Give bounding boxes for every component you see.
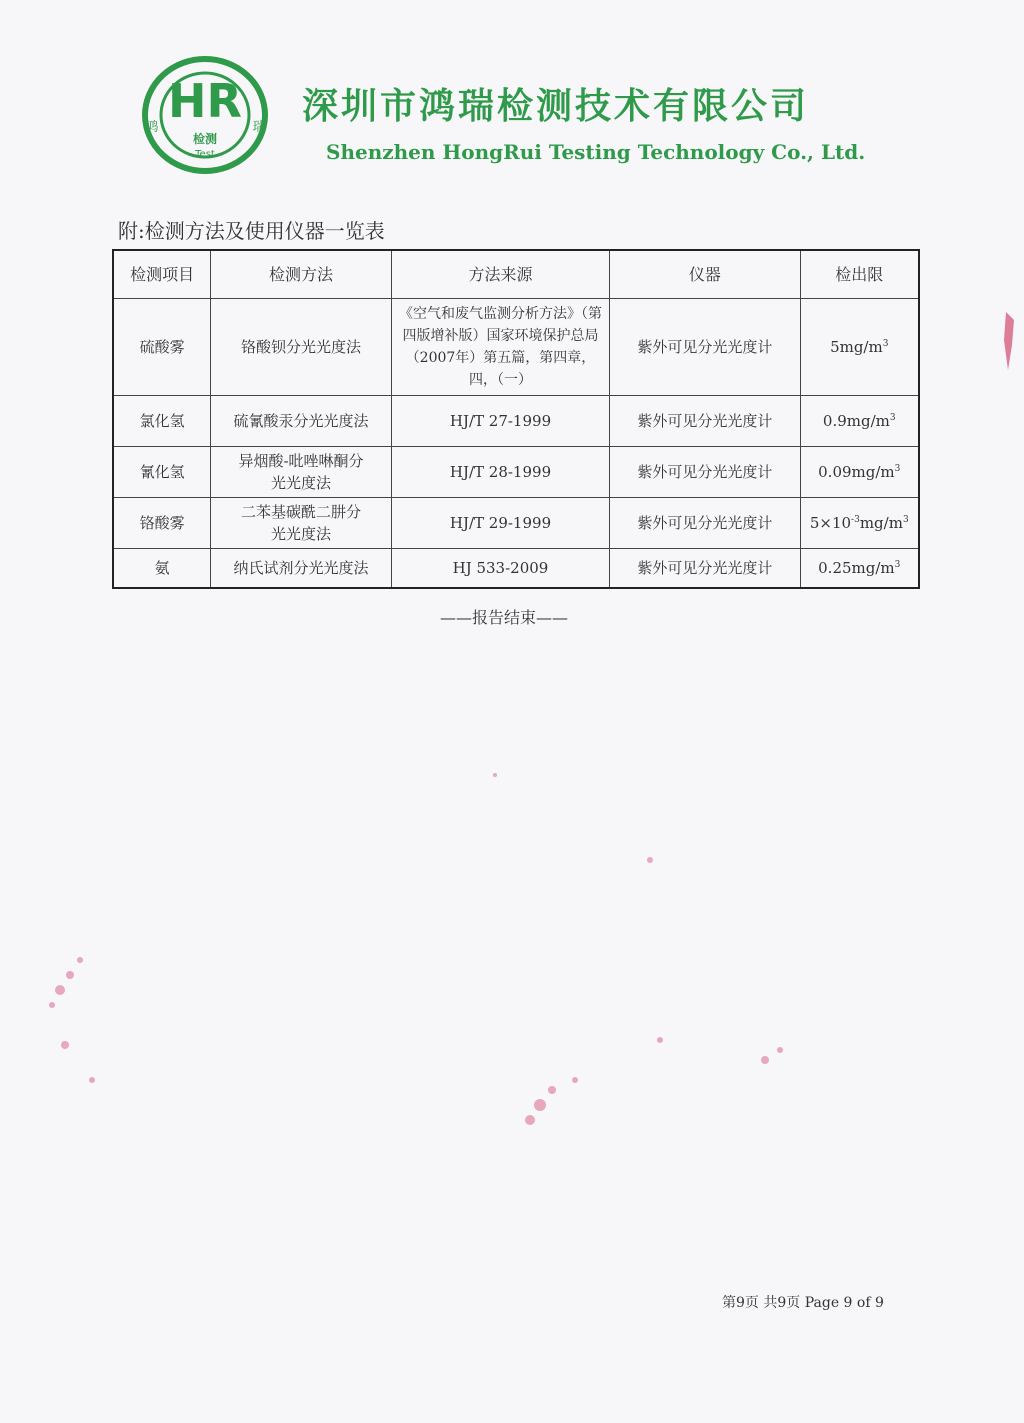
logo-letters: HR: [168, 74, 242, 128]
limit-value: 0.25mg/m: [818, 559, 895, 577]
limit-exponent: 3: [894, 464, 901, 474]
cell-instrument: 紫外可见分光光度计: [610, 396, 800, 447]
header-cell-instrument: 仪器: [610, 250, 800, 299]
header-cell-method: 检测方法: [211, 250, 392, 299]
company-name-cn: 深圳市鸿瑞检测技术有限公司: [302, 86, 810, 127]
logo-left-char: 鸿: [145, 120, 159, 135]
header-cell-limit: 检出限: [800, 250, 919, 299]
logo-sub-en: Test: [195, 149, 215, 160]
limit-exponent: 3: [894, 560, 901, 570]
section-title: 附:检测方法及使用仪器一览表: [118, 219, 385, 243]
limit-value: 0.09mg/m: [818, 463, 895, 481]
cell-instrument: 紫外可见分光光度计: [610, 447, 800, 498]
limit-value: 0.9mg/m: [822, 412, 890, 430]
cell-source: HJ/T 27-1999: [391, 396, 609, 447]
cell-method: 硫氰酸汞分光光度法: [211, 396, 392, 447]
cell-source: HJ 533-2009: [391, 549, 609, 589]
cell-item: 硫酸雾: [113, 299, 211, 396]
page-footer: 第9页 共9页 Page 9 of 9: [722, 1295, 884, 1311]
header-cell-item: 检测项目: [113, 250, 211, 299]
logo-sub-cn: 检测: [192, 132, 218, 146]
cell-source: HJ/T 28-1999: [391, 447, 609, 498]
cell-item: 氨: [113, 549, 211, 589]
header-cell-source: 方法来源: [391, 250, 609, 299]
cell-source: HJ/T 29-1999: [391, 498, 609, 549]
cell-instrument: 紫外可见分光光度计: [610, 549, 800, 589]
cell-source: 《空气和废气监测分析方法》（第四版增补版）国家环境保护总局（2007年）第五篇，第四章，四，（一）: [391, 299, 609, 396]
limit-exponent: 3: [889, 413, 896, 423]
cell-instrument: 紫外可见分光光度计: [610, 498, 800, 549]
report-end-mark: ——报告结束——: [440, 608, 569, 627]
cell-method: 异烟酸-吡唑啉酮分光光度法: [211, 447, 392, 498]
cell-method: 铬酸钡分光光度法: [211, 299, 392, 396]
limit-exponent: 3: [882, 339, 889, 349]
cell-instrument: 紫外可见分光光度计: [610, 299, 800, 396]
cell-item: 氯化氢: [113, 396, 211, 447]
limit-prefix: 5×10: [809, 514, 852, 532]
cell-method: 二苯基碳酰二肼分光光度法: [211, 498, 392, 549]
limit-prefix-exponent: -3: [851, 515, 860, 525]
cell-method: 纳氏试剂分光光度法: [211, 549, 392, 589]
logo-right-char: 瑞: [252, 120, 266, 135]
company-name-en: Shenzhen HongRui Testing Technology Co., Ltd.: [326, 140, 866, 164]
limit-exponent: 3: [902, 515, 909, 525]
limit-value: 5mg/m: [830, 338, 883, 356]
limit-value: mg/m: [859, 514, 903, 532]
cell-item: 铬酸雾: [113, 498, 211, 549]
cell-item: 氰化氢: [113, 447, 211, 498]
